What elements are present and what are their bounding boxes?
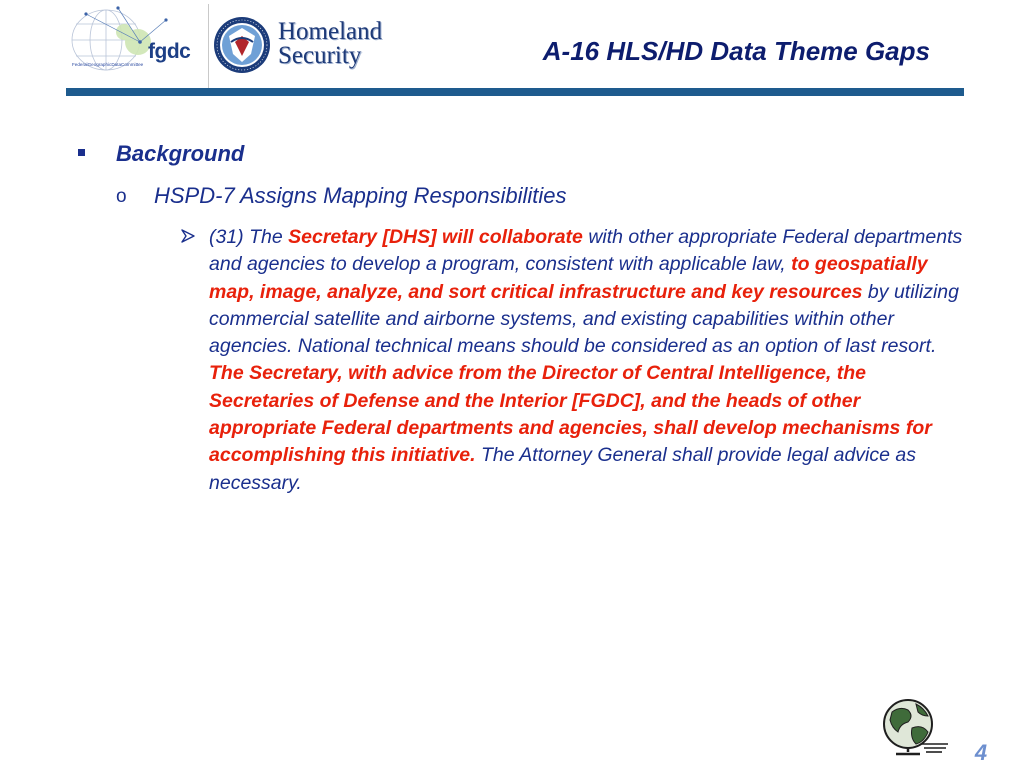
bullet-level3-paragraph xyxy=(209,224,969,497)
paragraph-segment: with other appropriate Federal departments and agencies to develop a program, consistent with applicable law, xyxy=(209,226,963,276)
paragraph-segment: The Attorney General shall provide legal advice as necessary. xyxy=(209,444,916,494)
dhs-wordmark-line2: Security xyxy=(278,42,362,69)
dhs-wordmark xyxy=(278,20,408,68)
paragraph-emphasis: The Secretary, with advice from the Director of Central Intelligence, the Secretaries of Defense and the Interior [FGDC], and the heads of other appropriate Federal departments and agencies, shall develop mechanisms for accomplishing this initiative. xyxy=(209,362,932,467)
dhs-wordmark-line1: Homeland xyxy=(278,18,383,45)
paragraph-segment: (31) The xyxy=(209,226,289,248)
page-number: 4 xyxy=(974,740,988,765)
square-bullet-icon xyxy=(78,149,85,156)
dhs-seal-icon xyxy=(213,16,271,74)
arrow-bullet-icon xyxy=(180,228,196,244)
header-bar xyxy=(66,88,964,96)
globe-icon xyxy=(878,694,950,760)
paragraph-emphasis: Secretary [DHS] will collaborate xyxy=(288,226,583,248)
circle-bullet-icon: o xyxy=(116,186,127,207)
bullet-level1: Background xyxy=(116,141,245,166)
fgdc-logo-subtext: FederalGeographicDataCommittee xyxy=(72,62,144,67)
bullet-level2: HSPD-7 Assigns Mapping Responsibilities xyxy=(154,183,567,208)
header-divider xyxy=(208,4,209,88)
fgdc-logo-text: fgdc xyxy=(148,40,191,63)
slide-title: A-16 HLS/HD Data Theme Gaps xyxy=(542,36,930,66)
paragraph-emphasis: to geospatially map, image, analyze, and sort critical infrastructure and key resources xyxy=(209,253,928,303)
paragraph-segment: by utilizing commercial satellite and airborne systems, and existing capabilities within other agencies. National technical means should be considered as an option of last resort. xyxy=(209,280,959,358)
